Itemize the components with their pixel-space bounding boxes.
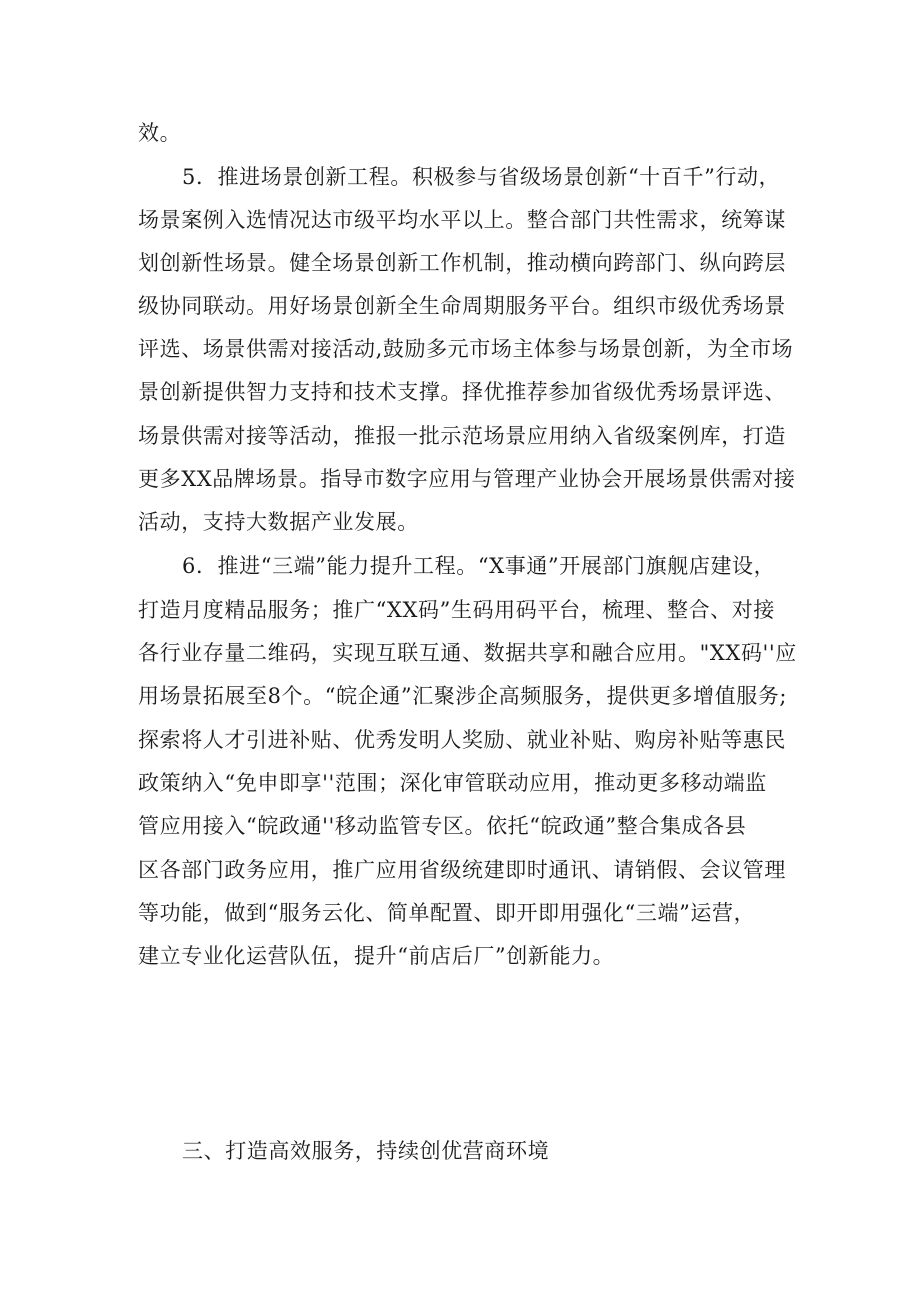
paragraph-5-line-6: 景创新提供智力支持和技术支撑。择优推荐参加省级优秀场景评选、 xyxy=(138,380,786,404)
paragraph-5-line-2: 场景案例入选情况达市级平均水平以上。整合部门共性需求，统筹谋 xyxy=(138,208,786,232)
paragraph-6-line-7: 管应用接入“皖政通''移动监管专区。依托“皖政通”整合集成各县 xyxy=(138,814,747,838)
paragraph-5-line-8: 更多XX品牌场景。指导市数字应用与管理产业协会开展场景供需对接 xyxy=(138,467,796,491)
paragraph-5-line-1: 5．推进场景创新工程。积极参与省级场景创新“十百千”行动， xyxy=(182,165,781,189)
paragraph-5-line-9: 活动，支持大数据产业发展。 xyxy=(138,510,419,534)
paragraph-5-line-5: 评选、场景供需对接活动,鼓励多元市场主体参与场景创新，为全市场 xyxy=(138,337,794,361)
section-heading: 三、打造高效服务，持续创优营商环境 xyxy=(182,1139,550,1163)
paragraph-5-line-7: 场景供需对接等活动，推报一批示范场景应用纳入省级案例库，打造 xyxy=(138,424,786,448)
paragraph-6-line-9: 等功能，做到“服务云化、简单配置、即开即用强化“三端”运营， xyxy=(138,901,756,925)
paragraph-5-line-3: 划创新性场景。健全场景创新工作机制，推动横向跨部门、纵向跨层 xyxy=(138,251,786,275)
paragraph-6-line-10: 建立专业化运营队伍，提升“前店后厂”创新能力。 xyxy=(138,944,615,968)
paragraph-6-line-3: 各行业存量二维码，实现互联互通、数据共享和融合应用。"XX码''应 xyxy=(138,641,797,665)
paragraph-6-line-6: 政策纳入“免申即享''范围；深化审管联动应用，推动更多移动端监 xyxy=(138,771,767,795)
paragraph-6-line-4: 用场景拓展至8个。“皖企通”汇聚涉企高频服务，提供更多增值服务; xyxy=(138,684,788,708)
paragraph-6-line-1: 6．推进“三端”能力提升工程。“X事通”开展部门旗舰店建设， xyxy=(182,554,776,578)
paragraph-6-line-5: 探索将人才引进补贴、优秀发明人奖励、就业补贴、购房补贴等惠民 xyxy=(138,728,786,752)
paragraph-5-line-4: 级协同联动。用好场景创新全生命周期服务平台。组织市级优秀场景 xyxy=(138,294,786,318)
paragraph-6-line-2: 打造月度精品服务；推广“XX码”生码用码平台，梳理、整合、对接 xyxy=(138,598,775,622)
paragraph-continuation-line: 效。 xyxy=(138,121,182,145)
paragraph-6-line-8: 区各部门政务应用，推广应用省级统建即时通讯、请销假、会议管理 xyxy=(138,858,786,882)
